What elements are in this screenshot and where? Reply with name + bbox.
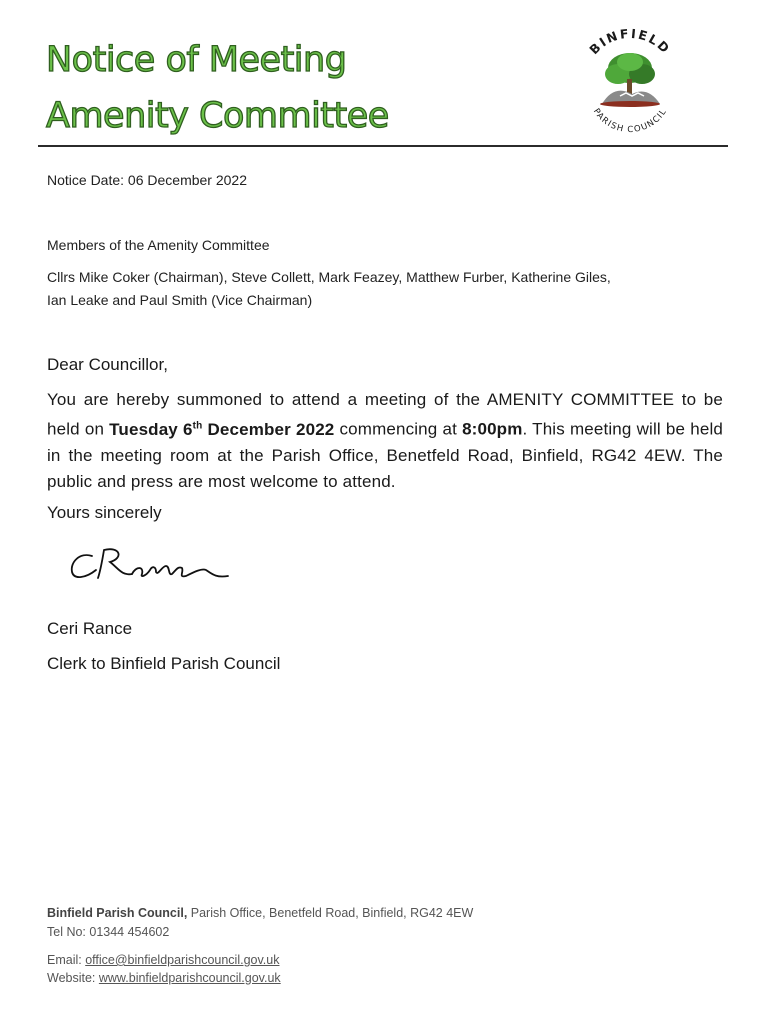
salutation: Dear Councillor, xyxy=(47,355,168,374)
svg-text:BINFIELD xyxy=(586,26,673,57)
binfield-parish-council-logo xyxy=(574,24,686,142)
summons-text-3: . This meeting will be held in the meeting room at the Parish Office, Benetfeld Road, Binfield, RG42 4EW. The public and press are most welcome to attend. xyxy=(47,419,723,491)
logo-text-top: BINFIELD xyxy=(586,25,674,58)
footer-email: Email: office@binfieldparishcouncil.gov.uk xyxy=(47,953,280,967)
email-link[interactable]: office@binfieldparishcouncil.gov.uk xyxy=(85,953,280,967)
footer-address xyxy=(47,906,473,920)
summons-text-1: You are hereby summoned to attend a meeting of the AMENITY COMMITTEE to be held on xyxy=(47,390,723,439)
footer-tel: Tel No: 01344 454602 xyxy=(47,925,170,939)
website-link[interactable]: www.binfieldparishcouncil.gov.uk xyxy=(98,971,281,985)
notice-date: Notice Date: 06 December 2022 xyxy=(47,172,247,188)
title-line-2: Amenity Committee xyxy=(46,96,389,136)
footer-address-text: Parish Office, Benetfeld Road, Binfield, RG42 4EW xyxy=(187,906,474,920)
title-line-1: Notice of Meeting xyxy=(46,40,347,80)
footer-org-name: Binfield Parish Council, xyxy=(47,906,188,920)
members-list-line-1: Cllrs Mike Coker (Chairman), Steve Collett, Mark Feazey, Matthew Furber, Katherine Giles, xyxy=(47,269,611,285)
footer-website: Website: www.binfieldparishcouncil.gov.uk xyxy=(47,971,281,985)
logo-text-bottom: PARISH COUNCIL xyxy=(590,106,670,136)
meeting-time: 8:00pm xyxy=(462,419,523,439)
signatory-name: Ceri Rance xyxy=(47,619,133,638)
summons-text-2: commencing at xyxy=(334,419,463,439)
svg-text:PARISH COUNCIL xyxy=(591,107,669,135)
members-heading: Members of the Amenity Committee xyxy=(47,237,270,253)
summons-paragraph xyxy=(47,387,723,495)
handwritten-signature xyxy=(66,538,236,588)
signatory-title: Clerk to Binfield Parish Council xyxy=(47,654,281,673)
header-divider xyxy=(38,145,728,147)
members-list-line-2: Ian Leake and Paul Smith (Vice Chairman) xyxy=(47,292,313,308)
closing: Yours sincerely xyxy=(47,503,162,522)
meeting-date: Tuesday 6th December 2022 xyxy=(109,419,335,439)
